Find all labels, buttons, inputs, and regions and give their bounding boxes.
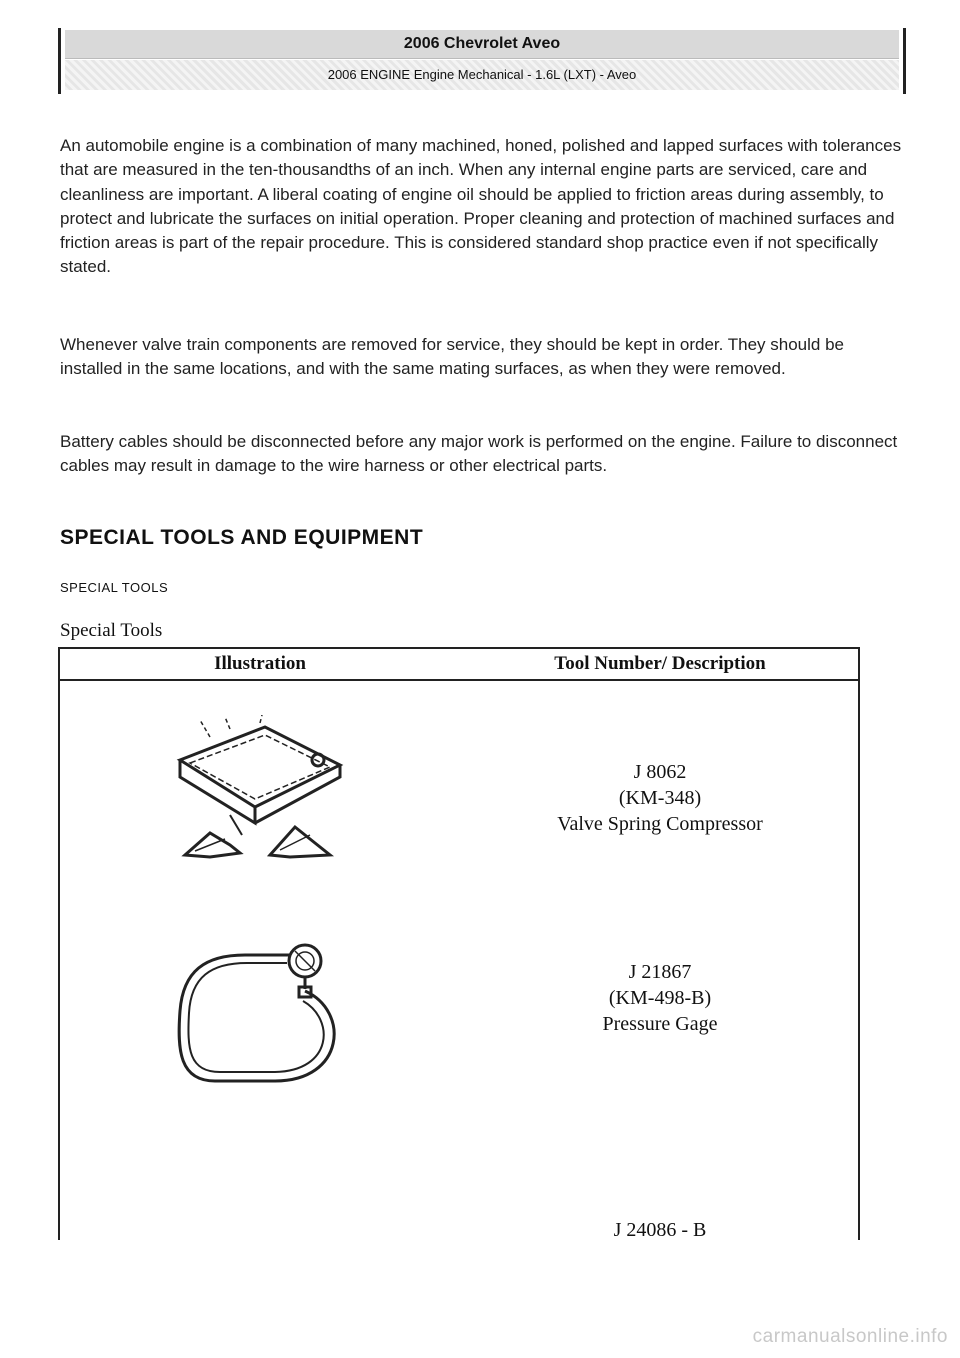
section-heading: SPECIAL TOOLS AND EQUIPMENT [60, 526, 424, 549]
valve-spring-compressor-icon [170, 715, 350, 870]
tool-description [460, 959, 860, 1037]
table-row [60, 1209, 858, 1241]
header-title: 2006 Chevrolet Aveo [65, 30, 899, 59]
watermark: carmanualsonline.info [752, 1326, 948, 1347]
tool-description [460, 1217, 860, 1243]
column-header-illustration: Illustration [214, 653, 306, 674]
paragraph-engine-care: An automobile engine is a combination of many machined, honed, polished and lapped surfaces with tolerances that are measured in the ten-thousandths of an inch. When any internal engine parts are serviced, care and cleanliness are important. A liberal coating of engine oil should be applied to friction areas during assembly, to protect and lubricate the surfaces on initial operation. Proper cleaning and protection of machined surfaces and friction areas is part of the repair procedure. This is considered standard shop practice even if not specifically stated. [60, 136, 902, 277]
tool-name: Valve Spring Compressor [557, 813, 763, 835]
table-row [60, 929, 858, 1109]
special-tools-table [58, 647, 860, 1240]
subsection-heading: SPECIAL TOOLS [60, 580, 169, 595]
column-header-description: Tool Number/ Description [554, 653, 766, 674]
tool-number: J 21867 [628, 961, 692, 983]
pressure-gage-icon [175, 941, 350, 1091]
header-subtitle: 2006 ENGINE Engine Mechanical - 1.6L (LXT) - Aveo [65, 60, 899, 90]
document-header [58, 28, 906, 94]
tool-name: Pressure Gage [602, 1013, 718, 1035]
table-row [60, 681, 858, 921]
tool-number: J 24086 - B [613, 1219, 707, 1241]
tool-description [460, 759, 860, 837]
table-header-row [60, 649, 858, 681]
tool-alt-number: (KM-498-B) [608, 987, 712, 1009]
table-caption: Special Tools [60, 620, 163, 641]
tool-number: J 8062 [633, 761, 687, 783]
paragraph-valve-train: Whenever valve train components are removed for service, they should be kept in order. They should be installed in the same locations, and with the same mating surfaces, as when they were removed. [60, 335, 845, 379]
paragraph-battery: Battery cables should be disconnected before any major work is performed on the engine. Failure to disconnect cables may result in damage to the wire harness or other electrical parts. [60, 432, 898, 476]
tool-alt-number: (KM-348) [618, 787, 702, 809]
